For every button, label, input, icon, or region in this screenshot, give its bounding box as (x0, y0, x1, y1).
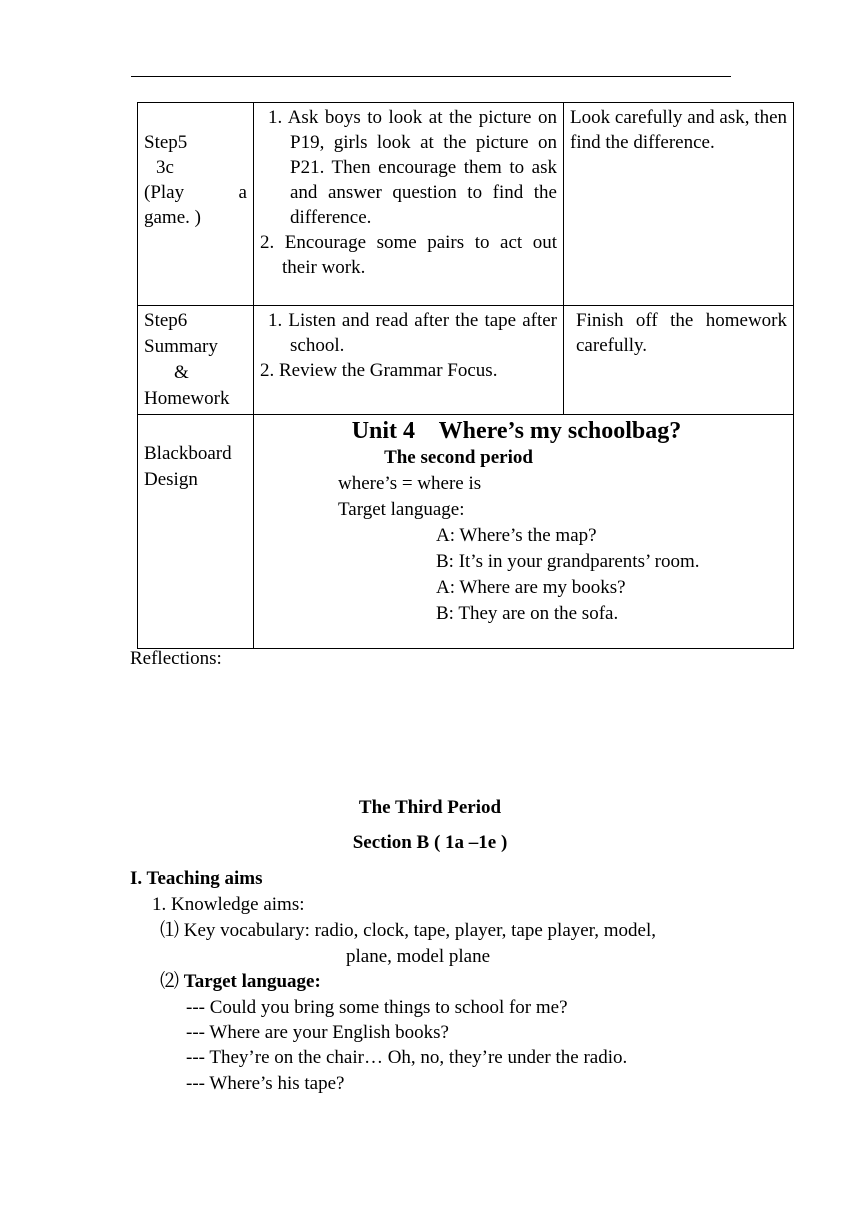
target-language-heading (160, 969, 321, 995)
step5-student-cell: Look carefully and ask, then find the difference. (564, 103, 794, 306)
step5-label-line: game. ) (144, 207, 201, 228)
step5-label-line: (Play a (144, 182, 247, 203)
step5-label-line: 3c (156, 157, 174, 178)
table-row-blackboard (138, 415, 794, 649)
list-item: 2. Review the Grammar Focus. (260, 360, 498, 381)
teaching-aims-heading: I. Teaching aims (130, 868, 263, 889)
vocab-line-continued: plane, model plane (346, 946, 491, 967)
target-line: --- Where’s his tape? (186, 1073, 345, 1094)
step6-student-text: Finish off the homework carefully. (576, 310, 787, 356)
target-line: --- Could you bring some things to school for me? (186, 997, 568, 1018)
lesson-plan-table (137, 102, 794, 649)
step6-label-line: Step6 (144, 310, 188, 331)
vocab-text: Key vocabulary: radio, clock, tape, player, tape player, model, (183, 920, 656, 941)
blackboard-title: Unit 4 Where’s my schoolbag? (351, 418, 682, 444)
vocab-line (160, 918, 656, 944)
list-item: 1. Ask boys to look at the picture on P19, girls look at the picture on P21. Then encourage them to ask and answer question to find the difference. (268, 107, 557, 228)
dialogue-line: B: They are on the sofa. (436, 603, 619, 624)
step5-activities-cell (254, 103, 564, 306)
target-label: Target language: (183, 971, 321, 992)
blackboard-line: Target language: (338, 499, 465, 520)
target-line: --- They’re on the chair… Oh, no, they’re under the radio. (186, 1047, 628, 1068)
section-title: Section B ( 1a –1e ) (352, 832, 508, 853)
step6-activities-cell (254, 306, 564, 415)
dialogue-line: A: Where’s the map? (436, 525, 597, 546)
step6-label-line: Summary (144, 336, 218, 357)
step6-student-cell (564, 306, 794, 415)
step5-label-cell (138, 103, 254, 306)
step6-label-cell (138, 306, 254, 415)
knowledge-aims-heading: 1. Knowledge aims: (152, 894, 305, 915)
period-title: The Third Period (358, 797, 502, 818)
header-rule (131, 76, 731, 77)
target-number: ⑵ (160, 971, 180, 992)
reflections-label: Reflections: (130, 648, 222, 669)
blackboard-subtitle: The second period (384, 447, 533, 468)
list-item: 2. Encourage some pairs to act out their work. (260, 232, 557, 278)
step5-label-line: Step5 (144, 132, 188, 153)
dialogue-line: B: It’s in your grandparents’ room. (436, 551, 700, 572)
vocab-number: ⑴ (160, 920, 180, 941)
list-item: 1. Listen and read after the tape after school. (268, 310, 557, 356)
table-row-step5 (138, 103, 794, 306)
dialogue-line: A: Where are my books? (436, 577, 626, 598)
blackboard-label-line: Blackboard (144, 443, 232, 464)
step6-label-line: & (174, 362, 189, 383)
blackboard-design-cell (254, 415, 794, 649)
blackboard-label-line: Design (144, 469, 198, 490)
target-line: --- Where are your English books? (186, 1022, 449, 1043)
step6-label-line: Homework (144, 388, 230, 409)
table-row-step6 (138, 306, 794, 415)
blackboard-line: where’s = where is (338, 473, 482, 494)
